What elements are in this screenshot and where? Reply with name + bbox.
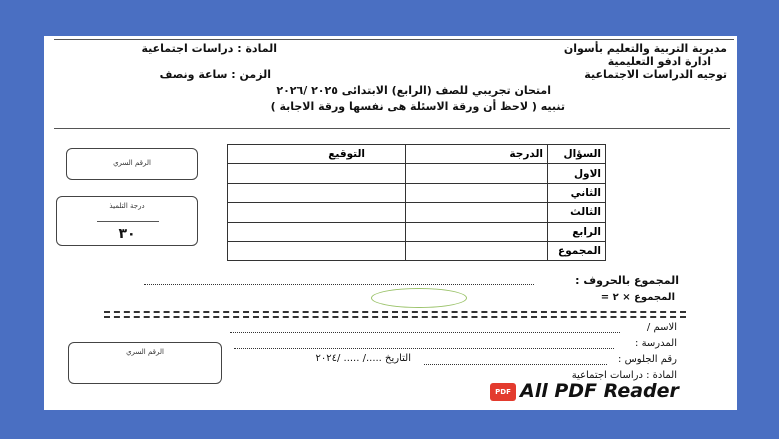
exam-page [44,36,737,410]
total-in-letters-dots [144,284,534,285]
double-separator-bottom [104,316,686,318]
header-signature: التوقيع [228,145,406,164]
pdf-reader-watermark: All PDF Reader [520,380,679,402]
school-label: المدرسة : [635,338,677,349]
table-row [228,164,606,183]
total-in-letters-label: المجموع بالحروف : [575,274,679,287]
secret-number-label: الرقم السري [113,159,151,167]
signature-cell[interactable] [228,183,406,202]
secret-number-label-2: الرقم السري [126,348,164,356]
signature-cell[interactable] [228,203,406,222]
row-label: المجموع [548,241,606,260]
grade-cell[interactable] [406,183,548,202]
student-grade-label: درجة التلميذ [109,202,145,210]
name-label: الاسم / [646,322,677,333]
student-grade-value: ٣٠ [118,226,136,242]
date-label: التاريخ ...../ ..... /٢٠٢٤ [315,353,411,364]
table-row [228,241,606,260]
grade-cell[interactable] [406,203,548,222]
top-border-line [54,39,734,40]
info-subject-label: المادة : دراسات اجتماعية [571,370,677,381]
scores-table [227,144,606,261]
secret-number-box [66,148,198,180]
header-separator [54,128,730,129]
student-grade-divider [97,221,159,222]
student-grade-box [56,196,198,246]
subject-label: المادة : دراسات اجتماعية [141,42,277,55]
row-label: الرابع [548,222,606,241]
table-row [228,183,606,202]
grade-cell[interactable] [406,222,548,241]
time-label: الزمن : ساعة ونصف [159,68,271,81]
secret-number-box-2 [68,342,222,384]
exam-note: تنبيه ( لاحظ أن ورقة الاسئلة هى نفسها ورقة الاجابة ) [270,100,565,113]
row-label: الثالث [548,203,606,222]
signature-cell[interactable] [228,241,406,260]
grade-cell[interactable] [406,164,548,183]
name-dots[interactable] [230,332,620,333]
administration-title: ادارة ادفو التعليمية [607,55,711,68]
row-label: الثاني [548,183,606,202]
total-times-two-label: المجموع × ٢ = [600,292,675,303]
table-row [228,222,606,241]
grade-cell[interactable] [406,241,548,260]
header-question: السؤال [548,145,606,164]
pdf-logo-icon: PDF [490,383,516,401]
supervision-title: توجيه الدراسات الاجتماعية [584,68,727,81]
header-grade: الدرجة [406,145,548,164]
table-row [228,203,606,222]
directorate-title: مديرية التربية والتعليم بأسوان [563,42,727,55]
double-separator-top [104,311,686,313]
seat-number-dots[interactable] [424,364,607,365]
signature-cell[interactable] [228,164,406,183]
signature-cell[interactable] [228,222,406,241]
row-label: الاول [548,164,606,183]
school-dots[interactable] [234,348,614,349]
total-times-two-field[interactable] [371,288,467,308]
table-header-row [228,145,606,164]
seat-number-label: رقم الجلوس : [618,354,677,365]
exam-title: امتحان تجريبي للصف (الرابع) الابتدائى ٢٠٢٥ /٢٠٢٦ [276,84,551,97]
